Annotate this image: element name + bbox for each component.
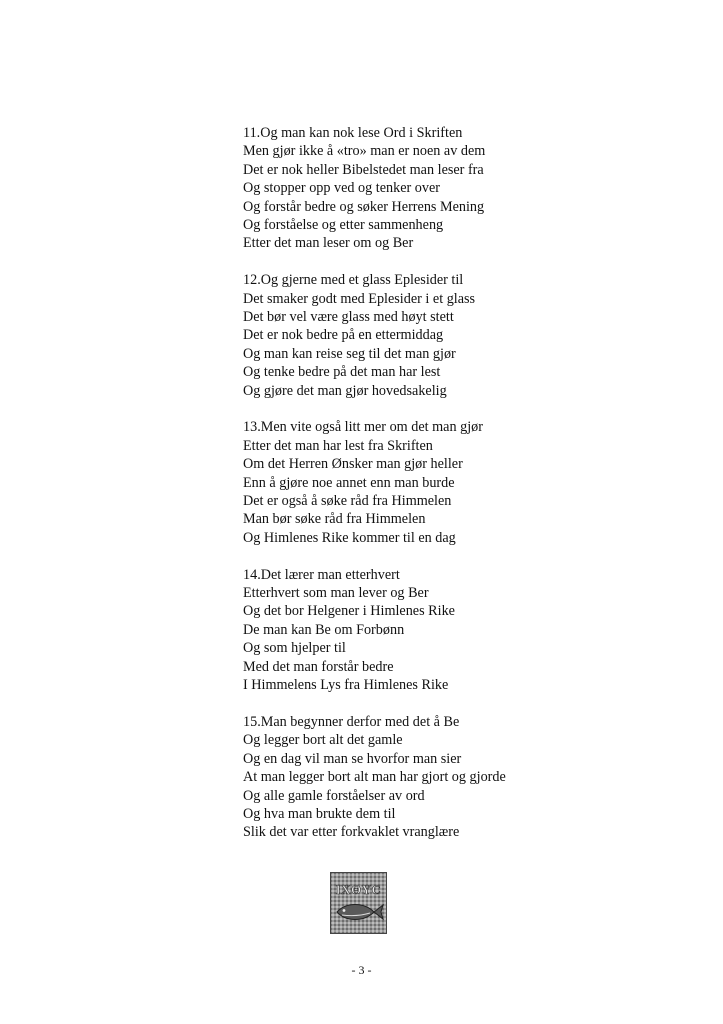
poem-line: 13.Men vite også litt mer om det man gjør (243, 419, 483, 436)
svg-text:IXΘYC: IXΘYC (335, 882, 382, 897)
stanza-11 (243, 124, 563, 253)
stanza-14 (243, 566, 563, 695)
poem-line: Og forståelse og etter sammenheng (243, 216, 444, 233)
poem-line: 12.Og gjerne med et glass Eplesider til (243, 272, 464, 289)
poem-line: Og som hjelper til (243, 640, 346, 657)
poem-line: Og gjøre det man gjør hovedsakelig (243, 382, 447, 399)
poem-line: Enn å gjøre noe annet enn man burde (243, 474, 455, 491)
poem-line: Det smaker godt med Eplesider i et glass (243, 290, 476, 307)
poem-line: De man kan Be om Forbønn (243, 621, 405, 638)
stanza-13 (243, 418, 563, 547)
poem-line: Og stopper opp ved og tenker over (243, 180, 440, 197)
poem-line: At man legger bort alt man har gjort og gjorde (243, 769, 506, 786)
poem-line: Det bør vel være glass med høyt stett (243, 309, 454, 326)
poem-line: Og en dag vil man se hvorfor man sier (243, 750, 462, 767)
poem-line: Og tenke bedre på det man har lest (243, 364, 441, 381)
poem-line: Det er nok heller Bibelstedet man leser fra (243, 161, 484, 178)
stanza-15 (243, 713, 563, 842)
poem-line: Og hva man brukte dem til (243, 805, 396, 822)
poem-line: Og alle gamle forståelser av ord (243, 787, 425, 804)
poem-line: Og det bor Helgener i Himlenes Rike (243, 603, 455, 620)
page-number: - 3 - (351, 963, 372, 977)
poem-line: Med det man forstår bedre (243, 658, 394, 675)
poem-body (243, 124, 563, 860)
poem-line: Og forstår bedre og søker Herrens Mening (243, 198, 485, 215)
poem-line: Etterhvert som man lever og Ber (243, 585, 429, 602)
poem-line: Og Himlenes Rike kommer til en dag (243, 529, 456, 546)
stanza-12 (243, 271, 563, 400)
poem-line: 11.Og man kan nok lese Ord i Skriften (243, 125, 463, 141)
poem-line: Og man kan reise seg til det man gjør (243, 345, 456, 362)
poem-line: Det er også å søke råd fra Himmelen (243, 493, 452, 510)
poem-line: Men gjør ikke å «tro» man er noen av dem (243, 143, 486, 160)
poem-line: Etter det man leser om og Ber (243, 235, 414, 252)
poem-line: Om det Herren Ønsker man gjør heller (243, 456, 463, 473)
poem-line: Det er nok bedre på en ettermiddag (243, 327, 444, 344)
poem-line: 15.Man begynner derfor med det å Be (243, 713, 460, 730)
poem-line: Man bør søke råd fra Himmelen (243, 511, 426, 528)
poem-line: Slik det var etter forkvaklet vranglære (243, 824, 460, 841)
poem-line: I Himmelens Lys fra Himlenes Rike (243, 677, 449, 694)
poem-line: Etter det man har lest fra Skriften (243, 437, 433, 454)
poem-line: Og legger bort alt det gamle (243, 732, 403, 749)
poem-line: 14.Det lærer man etterhvert (243, 566, 400, 583)
fish-emblem-icon (330, 872, 387, 934)
